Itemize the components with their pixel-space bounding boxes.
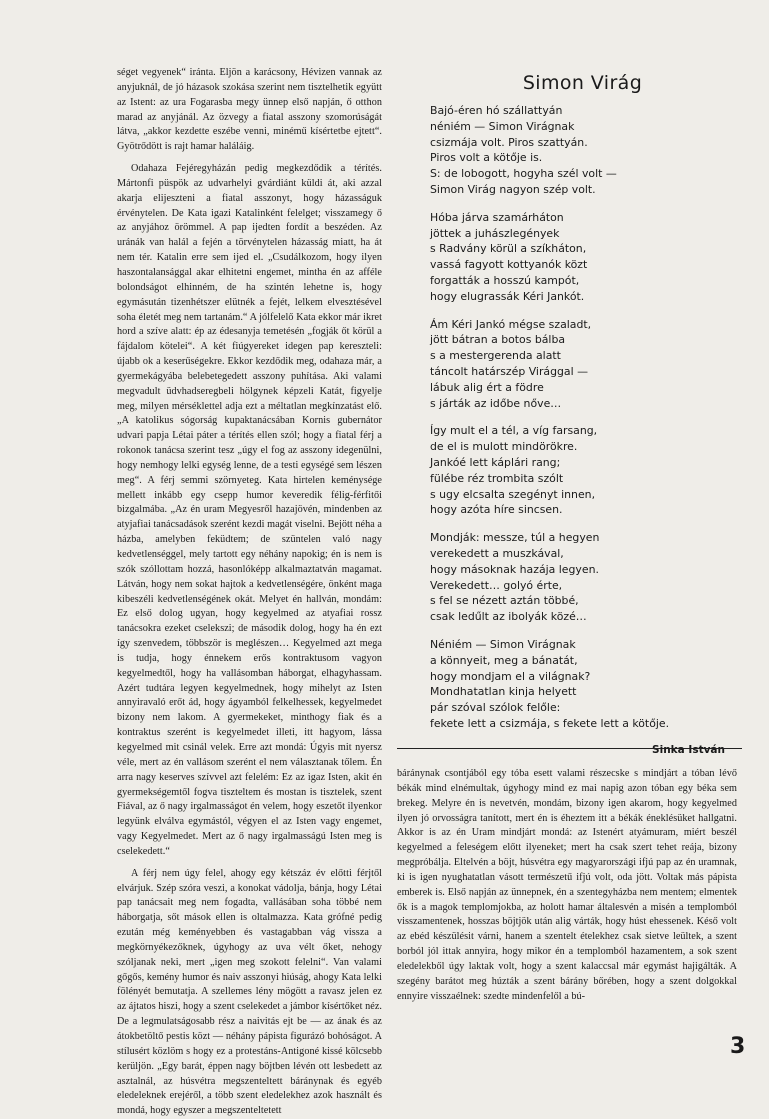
poem-line: Így mult el a tél, a víg farsang, (430, 424, 598, 438)
poem-line: verekedett a muszkával, (430, 546, 564, 560)
page-number: 3 (730, 1034, 746, 1059)
poem-line: hogy mondjam el a világnak? (430, 669, 591, 683)
poem-line: jöttek a juhászlegények (430, 226, 560, 240)
poem-line: hogy azóta híre sincsen. (430, 503, 563, 517)
poem-line: de el is mulott mindörökre. (430, 440, 578, 454)
poem-line: forgatták a hosszú kampót, (430, 273, 580, 287)
poem-line: Bajó-éren hó szállattyán (430, 104, 563, 117)
poem-line: s Radvány körül a szíkháton, (430, 242, 587, 256)
stanza-4 (430, 423, 735, 518)
poem-line: hogy másoknak hazája legyen. (430, 562, 599, 576)
poem-line: fülébe réz trombita szólt (430, 471, 564, 485)
paragraph-3: A férj nem úgy felel, ahogy egy kétszáz év előtti férjtől elvárjuk. Szép szóra veszi, a konokat vádolja, bánja, hogy Létai pap tanácsait meg nem fogadta, vallásában soha többé nem háborgatja, sőt mások ellen is oltalmazza. Kata grófné pedig ezután még keményebben és vastagabban vág vissza a megkörnyékezőknek, úgyhogy az uva vélt őket, nehogy szóljanak neki, mert „igen meg szokott felelni“. Van valami gőgős, kemény humor és naiv asszonyi hiúság, ahogy Kata lelki fölényét bemutatja. A szellemes lény mögött a ravasz jelen ez az ájtatos hiszi, hogy a szent cselekedet a jámbor kísértőket néz. De a legmulatságosabb rész a naivitás ejt be — az ának és az átokbetöltő pestis közt — néhány pápista figurázó bohóságot. A stílusért közlöm s hogy ez a protestáns-Antigoné kissé kölcsebb kerüljön. „Egy barát, éppen nagy böjtben lévén ott lesbedett az asztalnál, az húsvétra megszenteltett báránynak és egyéb eledeleknek erejéről, a több szent eledelekhez azok használt és mondá, hogy egyszer a megszenteltetett (117, 867, 382, 1117)
poem-block (430, 72, 735, 756)
paragraph-2: Odahaza Fejéregyházán pedig megkezdődik a térítés. Mártonfi püspök az udvarhelyi gvárdiánt küldi át, aki azzal akarja elijeszteni a fiatal asszonyt, hogy házasságuk érvénytelen. De Kata igazi Katalinként felelget; visszamegy ő az anyjához örömmel. A pap ijedten fordít a beszéden. Az uránák van halál a fején a törvénytelen házasság miatt, ha át nem tér. Katalin erre sem ijed el. „Csudálkozom, hogy ilyen haszontalansággal akar elhitetni engemet, mintha én az afféle bolondságot elhinném, de ha szintén lehetne is, hogy egymásután tizenhétszer elütnék a fejét, lelkem elvesztésével soha életét meg nem tartanám.“ A jólfelelő Kata ekkor már ikret hord a szíve alatt: ép az édesanyja temetésén „fogják őt körül a fájdalom kötelei“. A két fiúgyereket idegen pap kereszteli: újabb ok a keserűségekre. Ekkor kezdődik meg, odahaza már, a gyermekágyába belebetegedett asszony puhítása. Aki valami megvadult üdvhadseregbeli hölgynek képzeli Katát, figyelje meg, milyen mérséklettel adja ezt a méltatlan megkínzatást elő. „A katolikus sógorság kupaktanácsában Kornis gubernátor udvari papja Létai páter a térítés ellen szól; hogy a fiatal férj a rokonok tanácsa szerint tesz „úgy el fog az asszony idegenülni, hogy nemhogy lelki egység lenne, de a testi egységé sem lészen meg“. A férj semmi szörnyeteg. Kata hirtelen keménysége mellett inkább egy csepp humor keveredik félig-férfitői bizgalmába. „Az én uram Megyesről hazajövén, mindenben az atyjafiai tanácsadások szerént kezdi magát viselni. Bejött néha a házba, amelyben feküdtem; de szüntelen való nagy kedvetlenséggel, mely tartott egy néhány napokig; én is nem is szók szóllottam hozzá, hasonlóképp alkalmaztatván magamat. Látván, hogy nem sokat hajtok a kedvetlenségére, önként maga kibeszéli kedvetlenségének okát. Melyet én hallván, mondám: Ez első dolog ugyan, hogy kegyelmed az atyafiai rossz tanácsokra ezeket cselekszi; de második dolog, hogy ha én ezt így szenvedem, többször is meglészen… Kegyelmed azt mega is tudja, hogy énnekem erős kontraktusom vagyon kegyelmedtől, hogy ha vallásomban háborgat, elhagyhassam. Azért tudtára legyen kegyelmednek, hogy mihelyt az Isten annyiravaló erőt ád, hogy ágyamból felkelhessek, kegyelmedet bizony nem lakom. A gyermekeket, minthogy fiak és a kontraktus szerént is kegyelmedet illeti, itt hagyom, lássa kegyelmed mit csinál velek. Erre azt mondá: Úgyis mit nyersz véle, mert az én vallásom szerént el nem választanak tőlem. Én arra nagy keserves szívvel azt felelém: Ez az igaz Isten, akit én gyermekségemtől fogva tiszteltem és mostan is tisztelek, szent Fiával, az ő nagy irgalmasságot én velem, hogy eszetőt ilyenkor legyünk elválva egymástól, végyen el az Isten vagy engemet, vagy Kegyelmedet. Mert az ő nagy irgalmasságú Isten meg is cselekedett.“ (117, 163, 382, 857)
stanza-2 (430, 210, 735, 305)
poem-line: s járták az időbe nőve… (430, 396, 562, 410)
poem-author: Sinka István (652, 743, 725, 756)
paragraph-1: séget vegyenek“ iránta. Eljön a karácsony, Hévizen vannak az anyjuknál, de jó házasok szokása szerint nem tisztelhetik együtt az Istent: az ura Fogarasba megy ünnep első napján, ő otthon marad az anyjánál. Az özvegy a fiatal asszony szomorúságát látva, „akkor kezdette eszébe venni, minémű kísértetbe ejtett“. Gyötrődött is rajt hamar haláláig. (117, 67, 382, 153)
poem-line: Piros volt a kötője is. (430, 151, 543, 165)
poem-line: fekete lett a csizmája, s fekete lett a kötője. (430, 716, 670, 730)
poem-line: lábuk alig ért a födre (430, 380, 544, 394)
poem-line: Néniém — Simon Virágnak (430, 637, 576, 651)
poem-line: s fel se nézett aztán többé, (430, 594, 579, 608)
poem-line: táncolt határszép Virággal — (430, 364, 588, 378)
poem-line: pár szóval szólok felőle: (430, 701, 561, 715)
poem-line: S: de lobogott, hogyha szél volt — (430, 167, 617, 181)
poem-line: csak ledűlt az ibolyák közé… (430, 610, 587, 624)
poem-line: a könnyeit, meg a bánatát, (430, 653, 578, 667)
stanza-6 (430, 637, 735, 732)
poem-line: néniém — Simon Virágnak (430, 119, 575, 133)
bottom-article-column (397, 767, 737, 1005)
poem-line: hogy elugrassák Kéri Jankót. (430, 289, 585, 303)
poem-line: Jankóé lett káplári rang; (430, 455, 561, 469)
poem-line: Hóba járva szamárháton (430, 210, 564, 224)
poem-line: csizmája volt. Piros szattyán. (430, 135, 588, 149)
stanza-5 (430, 530, 735, 625)
poem-line: Ám Kéri Jankó mégse szaladt, (430, 317, 592, 331)
stanza-1 (430, 103, 735, 198)
poem-line: s ugy elcsalta szegényt innen, (430, 487, 596, 501)
poem-line: vassá fagyott kottyanók közt (430, 258, 588, 272)
poem-line: Mondják: messze, túl a hegyen (430, 531, 600, 545)
poem-title: Simon Virág (522, 72, 643, 94)
continued-paragraph: báránynak csontjából egy tóba esett valami részecske s mindjárt a tóban lévő békák mind elnémultak, úgyhogy mind ez mai napig azon tóban egy béka sem brekeg. Melyre én is nevetvén, mondám, bizony igen akarom, hogy kegyelmed ilyen jó orvosságra tanított, mert én is éheztem itt a békák éneklésüket hallgatni. Akkor is az én Uram mindjárt mondá: az Istenért atyámuram, miért beszél kegyelmed a feleségem előtt ilyeneket; mert ha csak szert tehet reája, bizony megpróbálja. Eltelvén a böjt, húsvétra egy magyarországi ifjú pap az én uramnak, ki is igen nyughatatlan vásott természetű ifjú volt, oda jött. Voltak más pápista emberek is. Első napján az ünnepnek, én a szentegyházba nem mentem; elmentek ők is a magok templomjokba, az holott hamar általesvén a misén a templomból visszamentenek, hosszas böjtjök után alig várták, hogy húst ehessenek. Késő volt az ebéd készülésit várni, hanem a szentelt ételekhez csak sietve leültek, a szent borból jól ittak annyira, hogy mikor én a templomból hazamentem, a sok szent eledelekből úgy laktak volt, hogy a szent kalaccsal már egymást hajigálták. A szegény barátot meg húzták a szent bárány bőrében, hogy a szent dolgokkal ennyire visszaélnek: szedte mindenfelől a bú- (397, 768, 737, 1002)
poem-line: Verekedett… golyó érte, (430, 578, 563, 592)
stanza-3 (430, 317, 735, 412)
section-divider (397, 748, 742, 749)
poem-line: Mondhatatlan kinja helyett (430, 685, 577, 699)
poem-line: s a mestergerenda alatt (430, 349, 561, 363)
poem-line: Simon Virág nagyon szép volt. (430, 182, 596, 196)
poem-line: jött bátran a botos bálba (430, 333, 566, 347)
left-article-column (117, 66, 382, 1119)
